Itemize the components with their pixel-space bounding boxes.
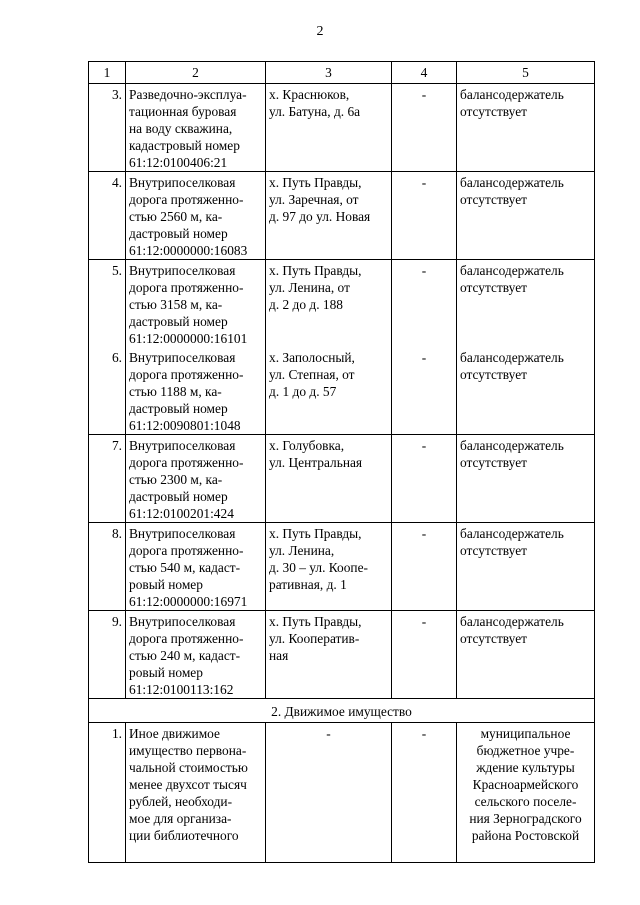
balance-holder: балансодержатель отсутствует xyxy=(457,523,595,611)
header-col-3: 3 xyxy=(266,62,392,84)
table-row xyxy=(89,435,595,523)
object-address: х. Путь Правды, ул. Ленина, д. 30 – ул. Коопе- ративная, д. 1 xyxy=(266,523,392,611)
row-number: 7. xyxy=(89,435,126,523)
col4-value: - xyxy=(392,723,457,863)
row-number: 1. xyxy=(89,723,126,863)
property-register-table xyxy=(88,61,595,863)
col4-value: - xyxy=(392,611,457,699)
row-number: 3. xyxy=(89,84,126,172)
balance-holder: балансодержатель отсутствует xyxy=(457,611,595,699)
col4-value: - xyxy=(392,523,457,611)
balance-holder: балансодержатель отсутствует xyxy=(457,84,595,172)
object-address: х. Путь Правды, ул. Заречная, от д. 97 до ул. Новая xyxy=(266,172,392,260)
section-title: 2. Движимое имущество xyxy=(89,699,595,723)
col4-value: - xyxy=(392,172,457,260)
object-name: Внутрипоселковая дорога протяженно- стью 240 м, кадаст- ровый номер 61:12:0100113:162 xyxy=(126,611,266,699)
table-row xyxy=(89,523,595,611)
table-row xyxy=(89,172,595,260)
table-header-row xyxy=(89,62,595,84)
page-number: 2 xyxy=(316,24,324,39)
object-address: х. Путь Правды, ул. Ленина, от д. 2 до д. 188 xyxy=(266,260,392,348)
row-number: 8. xyxy=(89,523,126,611)
header-col-1: 1 xyxy=(89,62,126,84)
balance-holder: балансодержатель отсутствует xyxy=(457,435,595,523)
object-address: х. Голубовка, ул. Центральная xyxy=(266,435,392,523)
balance-holder: балансодержатель отсутствует xyxy=(457,260,595,348)
section-heading-row xyxy=(89,699,595,723)
object-name: Внутрипоселковая дорога протяженно- стью 2300 м, ка- дастровый номер 61:12:0100201:424 xyxy=(126,435,266,523)
col4-value: - xyxy=(392,260,457,348)
table-row xyxy=(89,260,595,348)
table-row xyxy=(89,611,595,699)
row-number: 4. xyxy=(89,172,126,260)
header-col-2: 2 xyxy=(126,62,266,84)
object-name: Внутрипоселковая дорога протяженно- стью 1188 м, ка- дастровый номер 61:12:0090801:1048 xyxy=(126,347,266,435)
object-name: Разведочно-эксплуа- тационная буровая на воду скважина, кадастровый номер 61:12:0100406:21 xyxy=(126,84,266,172)
object-name: Иное движимое имущество первона- чальной стоимостью менее двухсот тысяч рублей, необходи- мое для организа- ции библиотечного xyxy=(126,723,266,863)
table-row xyxy=(89,723,595,863)
row-number: 6. xyxy=(89,347,126,435)
object-address: - xyxy=(266,723,392,863)
object-address: х. Заполосный, ул. Степная, от д. 1 до д. 57 xyxy=(266,347,392,435)
object-address: х. Краснюков, ул. Батуна, д. 6а xyxy=(266,84,392,172)
table-row xyxy=(89,84,595,172)
header-col-5: 5 xyxy=(457,62,595,84)
object-name: Внутрипоселковая дорога протяженно- стью 3158 м, ка- дастровый номер 61:12:0000000:16101 xyxy=(126,260,266,348)
col4-value: - xyxy=(392,435,457,523)
object-name: Внутрипоселковая дорога протяженно- стью 2560 м, ка- дастровый номер 61:12:0000000:16083 xyxy=(126,172,266,260)
row-number: 5. xyxy=(89,260,126,348)
balance-holder: муниципальное бюджетное учре- ждение культуры Красноармейского сельского поселе- ния Зерноградского района Ростовской xyxy=(457,723,595,863)
col4-value: - xyxy=(392,347,457,435)
object-address: х. Путь Правды, ул. Кооператив- ная xyxy=(266,611,392,699)
balance-holder: балансодержатель отсутствует xyxy=(457,172,595,260)
balance-holder: балансодержатель отсутствует xyxy=(457,347,595,435)
table-row xyxy=(89,347,595,435)
row-number: 9. xyxy=(89,611,126,699)
header-col-4: 4 xyxy=(392,62,457,84)
col4-value: - xyxy=(392,84,457,172)
object-name: Внутрипоселковая дорога протяженно- стью 540 м, кадаст- ровый номер 61:12:0000000:16971 xyxy=(126,523,266,611)
